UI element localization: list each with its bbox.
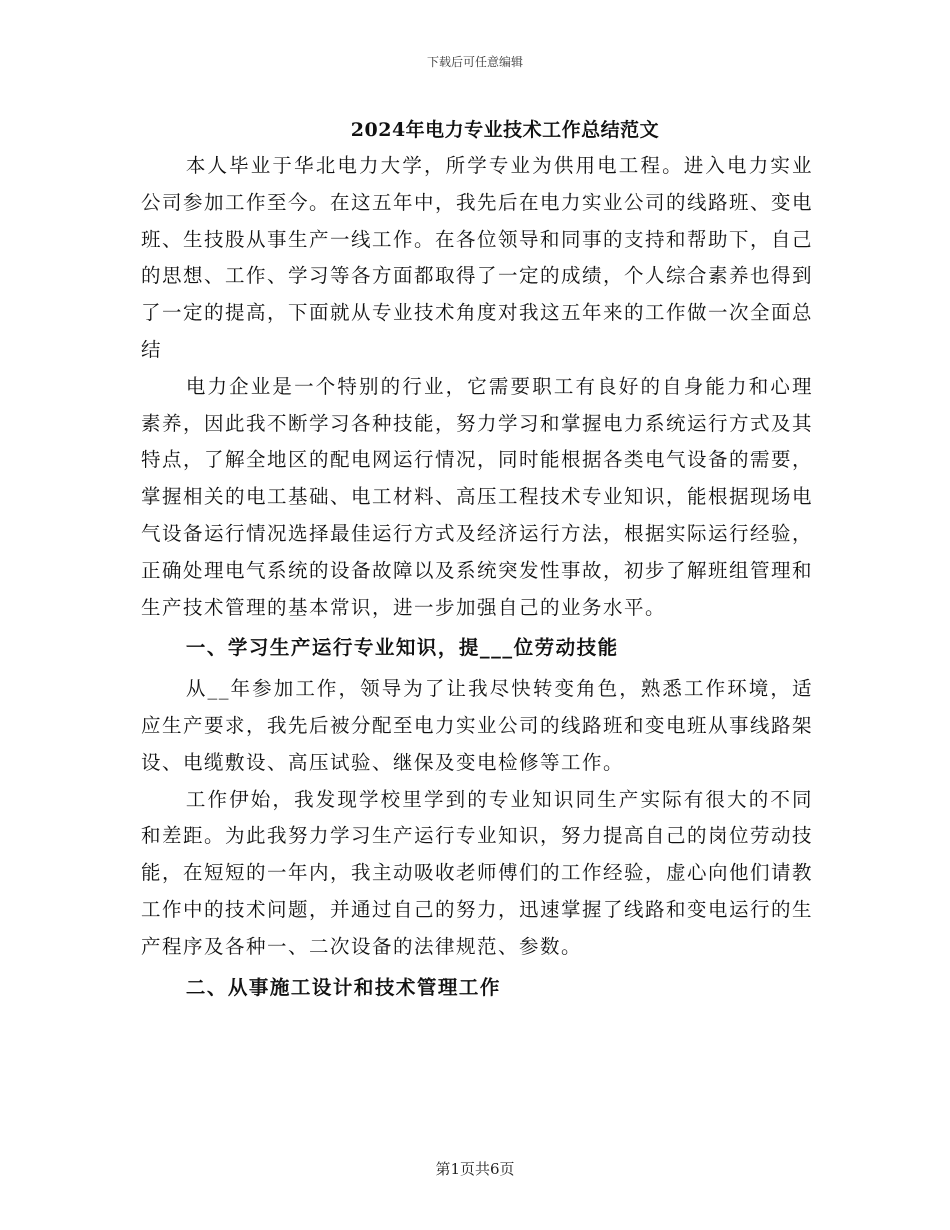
header-note: 下载后可任意编辑 xyxy=(426,55,523,69)
paragraph-section1-b: 工作伊始，我发现学校里学到的专业知识同生产实际有很大的不同和差距。为此我努力学习生产运行专业知识，努力提高自己的岗位劳动技能，在短短的一年内，我主动吸收老师傅们的工作经验，虚心向他们请教工作中的技术问题，并通过自己的努力，迅速掌握了线路和变电运行的生产程序及各种一、二次设备的法律规范、参数。 xyxy=(141,787,814,958)
document-title: 2024年电力专业技术工作总结范文 xyxy=(350,119,660,141)
page-number: 第1页共6页 xyxy=(435,1160,515,1178)
paragraph-industry: 电力企业是一个特别的行业，它需要职工有良好的自身能力和心理素养，因此我不断学习各种技能，努力学习和掌握电力系统运行方式及其特点，了解全地区的配电网运行情况，同时能根据各类电气设备的需要，掌握相关的电工基础、电工材料、高压工程技术专业知识，能根据现场电气设备运行情况选择最佳运行方式及经济运行方法，根据实际运行经验，正确处理电气系统的设备故障以及系统突发性事故，初步了解班组管理和生产技术管理的基本常识，进一步加强自己的业务水平。 xyxy=(141,374,814,619)
section-heading-1: 一、学习生产运行专业知识，提___位劳动技能 xyxy=(185,636,619,660)
paragraph-section1-a: 从__年参加工作，领导为了让我尽快转变角色，熟悉工作环境，适应生产要求，我先后被分配至电力实业公司的线路班和变电班从事线路架设、电缆敷设、高压试验、继保及变电检修等工作。 xyxy=(141,677,814,774)
section-heading-2: 二、从事施工设计和技术管理工作 xyxy=(185,975,501,999)
paragraph-intro: 本人毕业于华北电力大学，所学专业为供用电工程。进入电力实业公司参加工作至今。在这五年中，我先后在电力实业公司的线路班、变电班、生技股从事生产一线工作。在各位领导和同事的支持和帮助下，自己的思想、工作、学习等各方面都取得了一定的成绩，个人综合素养也得到了一定的提高，下面就从专业技术角度对我这五年来的工作做一次全面总结 xyxy=(141,154,814,361)
document-body xyxy=(141,148,813,1010)
